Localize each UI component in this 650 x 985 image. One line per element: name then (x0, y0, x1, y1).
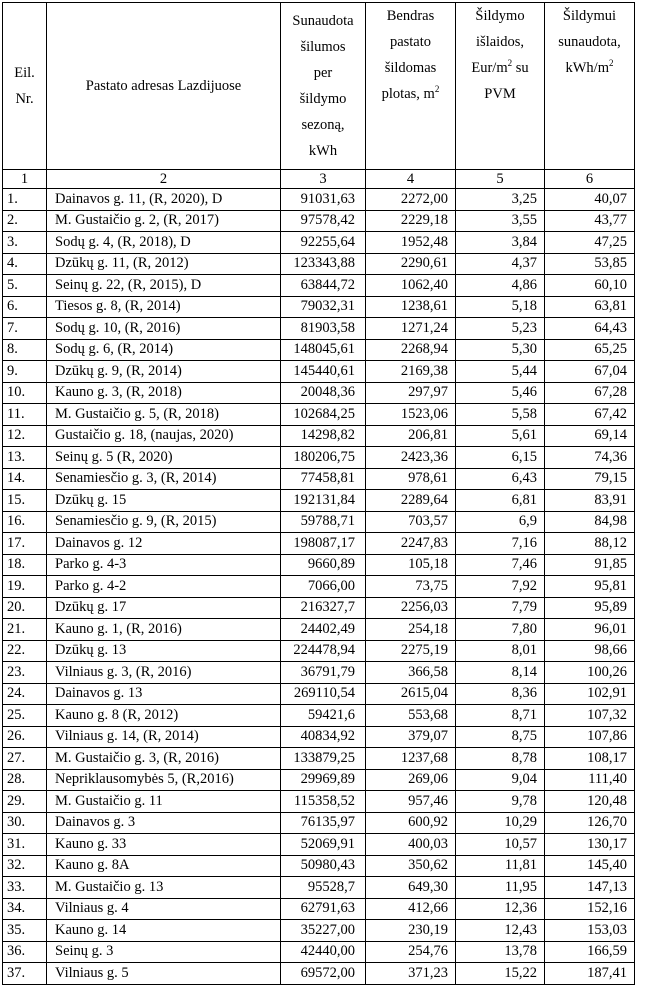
row-number-cell: 24. (3, 683, 47, 705)
consumption-per-m2-cell: 79,15 (545, 468, 635, 490)
column-number: 4 (366, 170, 456, 189)
row-number-cell: 13. (3, 447, 47, 469)
heated-area-cell: 1237,68 (366, 748, 456, 770)
address-cell: M. Gustaičio g. 2, (R, 2017) (47, 210, 281, 232)
row-number-cell: 21. (3, 619, 47, 641)
header-address: Pastato adresas Lazdijuose (47, 3, 281, 170)
consumption-per-m2-cell: 145,40 (545, 855, 635, 877)
table-row (3, 468, 635, 490)
header-row-number-line1: Eil. (14, 65, 35, 81)
heated-area-cell: 105,18 (366, 554, 456, 576)
heating-cost-cell: 4,86 (456, 275, 545, 297)
row-number-cell: 33. (3, 877, 47, 899)
address-cell: Kauno g. 1, (R, 2016) (47, 619, 281, 641)
consumption-per-m2-cell: 65,25 (545, 339, 635, 361)
consumption-per-m2-cell: 47,25 (545, 232, 635, 254)
heat-consumed-cell: 24402,49 (281, 619, 366, 641)
address-cell: M. Gustaičio g. 11 (47, 791, 281, 813)
table-row (3, 382, 635, 404)
heated-area-cell: 2268,94 (366, 339, 456, 361)
heated-area-cell: 649,30 (366, 877, 456, 899)
table-row (3, 404, 635, 426)
address-cell: M. Gustaičio g. 13 (47, 877, 281, 899)
heat-consumed-cell: 20048,36 (281, 382, 366, 404)
heating-cost-cell: 11,95 (456, 877, 545, 899)
heated-area-cell: 2615,04 (366, 683, 456, 705)
heating-cost-cell: 6,43 (456, 468, 545, 490)
header-row-number (3, 3, 47, 170)
heating-cost-cell: 7,92 (456, 576, 545, 598)
address-cell: Sodų g. 4, (R, 2018), D (47, 232, 281, 254)
heating-cost-cell: 10,29 (456, 812, 545, 834)
table-row (3, 855, 635, 877)
heating-cost-cell: 7,46 (456, 554, 545, 576)
consumption-per-m2-cell: 98,66 (545, 640, 635, 662)
consumption-per-m2-cell: 102,91 (545, 683, 635, 705)
address-cell: Dzūkų g. 13 (47, 640, 281, 662)
table-row (3, 769, 635, 791)
row-number-cell: 20. (3, 597, 47, 619)
row-number-cell: 35. (3, 920, 47, 942)
heating-cost-cell: 3,55 (456, 210, 545, 232)
table-row (3, 490, 635, 512)
heated-area-cell: 73,75 (366, 576, 456, 598)
heat-consumed-cell: 40834,92 (281, 726, 366, 748)
row-number-cell: 14. (3, 468, 47, 490)
heat-consumed-cell: 50980,43 (281, 855, 366, 877)
row-number-cell: 3. (3, 232, 47, 254)
consumption-per-m2-cell: 153,03 (545, 920, 635, 942)
heat-consumed-cell: 148045,61 (281, 339, 366, 361)
row-number-cell: 19. (3, 576, 47, 598)
heating-cost-cell: 5,23 (456, 318, 545, 340)
row-number-cell: 7. (3, 318, 47, 340)
heated-area-cell: 1523,06 (366, 404, 456, 426)
header-heat-line: šildymo (299, 91, 347, 107)
heated-area-cell: 254,76 (366, 941, 456, 963)
table-row (3, 898, 635, 920)
heating-cost-cell: 13,78 (456, 941, 545, 963)
consumption-per-m2-cell: 67,04 (545, 361, 635, 383)
header-cost-line: išlaidos, (476, 34, 524, 50)
consumption-per-m2-cell: 40,07 (545, 189, 635, 211)
table-row (3, 726, 635, 748)
table-row (3, 812, 635, 834)
address-cell: M. Gustaičio g. 3, (R, 2016) (47, 748, 281, 770)
heat-consumed-cell: 115358,52 (281, 791, 366, 813)
row-number-cell: 27. (3, 748, 47, 770)
header-area-line: Bendras (386, 8, 435, 24)
consumption-per-m2-cell: 53,85 (545, 253, 635, 275)
consumption-per-m2-cell: 100,26 (545, 662, 635, 684)
table-row (3, 189, 635, 211)
table-row (3, 318, 635, 340)
heat-consumed-cell: 59788,71 (281, 511, 366, 533)
address-cell: Vilniaus g. 4 (47, 898, 281, 920)
header-heated-area (366, 3, 456, 170)
header-consumption-line: sunaudota, (558, 34, 621, 50)
heated-area-cell: 1952,48 (366, 232, 456, 254)
row-number-cell: 22. (3, 640, 47, 662)
heat-consumed-cell: 52069,91 (281, 834, 366, 856)
address-cell: Dainavos g. 13 (47, 683, 281, 705)
address-cell: Seinų g. 22, (R, 2015), D (47, 275, 281, 297)
header-heat-line: per (313, 65, 333, 81)
heat-consumed-cell: 79032,31 (281, 296, 366, 318)
heating-cost-cell: 8,36 (456, 683, 545, 705)
heating-table (2, 2, 635, 985)
heat-consumed-cell: 35227,00 (281, 920, 366, 942)
header-cost-line: Eur/$m^2$ su (471, 58, 529, 76)
address-cell: Gustaičio g. 18, (naujas, 2020) (47, 425, 281, 447)
heat-consumed-cell: 36791,79 (281, 662, 366, 684)
header-consumption-per-m2 (545, 3, 635, 170)
consumption-per-m2-cell: 108,17 (545, 748, 635, 770)
address-cell: Dainavos g. 12 (47, 533, 281, 555)
table-row (3, 597, 635, 619)
heat-consumed-cell: 91031,63 (281, 189, 366, 211)
table-body (3, 189, 635, 985)
heated-area-cell: 978,61 (366, 468, 456, 490)
row-number-cell: 34. (3, 898, 47, 920)
row-number-cell: 8. (3, 339, 47, 361)
heated-area-cell: 230,19 (366, 920, 456, 942)
heated-area-cell: 2229,18 (366, 210, 456, 232)
consumption-per-m2-cell: 84,98 (545, 511, 635, 533)
row-number-cell: 30. (3, 812, 47, 834)
column-number: 5 (456, 170, 545, 189)
heated-area-cell: 2423,36 (366, 447, 456, 469)
address-cell: Vilniaus g. 5 (47, 963, 281, 985)
heating-cost-cell: 10,57 (456, 834, 545, 856)
address-cell: Kauno g. 33 (47, 834, 281, 856)
row-number-cell: 31. (3, 834, 47, 856)
row-number-cell: 28. (3, 769, 47, 791)
table-row (3, 619, 635, 641)
column-number: 2 (47, 170, 281, 189)
row-number-cell: 9. (3, 361, 47, 383)
heating-cost-cell: 5,18 (456, 296, 545, 318)
heating-cost-cell: 15,22 (456, 963, 545, 985)
heat-consumed-cell: 224478,94 (281, 640, 366, 662)
heated-area-cell: 1271,24 (366, 318, 456, 340)
table-row (3, 748, 635, 770)
table-row (3, 576, 635, 598)
consumption-per-m2-cell: 120,48 (545, 791, 635, 813)
heating-cost-cell: 5,58 (456, 404, 545, 426)
table-row (3, 920, 635, 942)
heated-area-cell: 379,07 (366, 726, 456, 748)
heat-consumed-cell: 192131,84 (281, 490, 366, 512)
heat-consumed-cell: 95528,7 (281, 877, 366, 899)
consumption-per-m2-cell: 63,81 (545, 296, 635, 318)
consumption-per-m2-cell: 107,32 (545, 705, 635, 727)
heating-cost-cell: 3,25 (456, 189, 545, 211)
table-row (3, 511, 635, 533)
consumption-per-m2-cell: 43,77 (545, 210, 635, 232)
heat-consumed-cell: 123343,88 (281, 253, 366, 275)
heat-consumed-cell: 59421,6 (281, 705, 366, 727)
row-number-cell: 36. (3, 941, 47, 963)
address-cell: Senamiesčio g. 3, (R, 2014) (47, 468, 281, 490)
column-number: 6 (545, 170, 635, 189)
heated-area-cell: 1238,61 (366, 296, 456, 318)
row-number-cell: 5. (3, 275, 47, 297)
heating-cost-cell: 11,81 (456, 855, 545, 877)
heat-consumed-cell: 77458,81 (281, 468, 366, 490)
heat-consumed-cell: 269110,54 (281, 683, 366, 705)
heat-consumed-cell: 81903,58 (281, 318, 366, 340)
consumption-per-m2-cell: 60,10 (545, 275, 635, 297)
consumption-per-m2-cell: 95,81 (545, 576, 635, 598)
heat-consumed-cell: 92255,64 (281, 232, 366, 254)
address-cell: Kauno g. 14 (47, 920, 281, 942)
heating-cost-cell: 7,79 (456, 597, 545, 619)
column-number: 3 (281, 170, 366, 189)
consumption-per-m2-cell: 83,91 (545, 490, 635, 512)
heat-consumed-cell: 14298,82 (281, 425, 366, 447)
heated-area-cell: 600,92 (366, 812, 456, 834)
consumption-per-m2-cell: 187,41 (545, 963, 635, 985)
heating-cost-cell: 9,04 (456, 769, 545, 791)
heating-cost-cell: 6,9 (456, 511, 545, 533)
heat-consumed-cell: 133879,25 (281, 748, 366, 770)
heated-area-cell: 703,57 (366, 511, 456, 533)
header-area-line: šildomas (384, 60, 437, 76)
row-number-cell: 29. (3, 791, 47, 813)
consumption-per-m2-cell: 69,14 (545, 425, 635, 447)
heated-area-cell: 297,97 (366, 382, 456, 404)
heating-cost-cell: 5,30 (456, 339, 545, 361)
heating-cost-cell: 9,78 (456, 791, 545, 813)
heating-cost-cell: 6,81 (456, 490, 545, 512)
heat-consumed-cell: 76135,97 (281, 812, 366, 834)
consumption-per-m2-cell: 130,17 (545, 834, 635, 856)
heating-cost-cell: 8,71 (456, 705, 545, 727)
heated-area-cell: 371,23 (366, 963, 456, 985)
heat-consumed-cell: 216327,7 (281, 597, 366, 619)
row-number-cell: 2. (3, 210, 47, 232)
header-heat-line: Sunaudota (292, 13, 354, 29)
row-number-cell: 37. (3, 963, 47, 985)
address-cell: Dzūkų g. 17 (47, 597, 281, 619)
consumption-per-m2-cell: 111,40 (545, 769, 635, 791)
heated-area-cell: 2247,83 (366, 533, 456, 555)
table-row (3, 253, 635, 275)
address-cell: Kauno g. 3, (R, 2018) (47, 382, 281, 404)
heat-consumed-cell: 42440,00 (281, 941, 366, 963)
address-cell: Sodų g. 10, (R, 2016) (47, 318, 281, 340)
heat-consumed-cell: 97578,42 (281, 210, 366, 232)
heated-area-cell: 400,03 (366, 834, 456, 856)
address-cell: Sodų g. 6, (R, 2014) (47, 339, 281, 361)
heat-consumed-cell: 145440,61 (281, 361, 366, 383)
header-area-line: pastato (389, 34, 432, 50)
row-number-cell: 17. (3, 533, 47, 555)
address-cell: Nepriklausomybės 5, (R,2016) (47, 769, 281, 791)
heated-area-cell: 2290,61 (366, 253, 456, 275)
consumption-per-m2-cell: 96,01 (545, 619, 635, 641)
address-cell: Dzūkų g. 9, (R, 2014) (47, 361, 281, 383)
header-consumption-line: kWh/$m^2$ (565, 58, 614, 76)
consumption-per-m2-cell: 67,42 (545, 404, 635, 426)
header-heat-line: sezoną, (301, 117, 345, 133)
table-row (3, 877, 635, 899)
header-area-line: plotas, $m^2$ (381, 84, 440, 102)
row-number-cell: 6. (3, 296, 47, 318)
address-cell: Vilniaus g. 14, (R, 2014) (47, 726, 281, 748)
heating-cost-cell: 8,78 (456, 748, 545, 770)
table-row (3, 210, 635, 232)
address-cell: M. Gustaičio g. 5, (R, 2018) (47, 404, 281, 426)
heating-cost-cell: 8,01 (456, 640, 545, 662)
row-number-cell: 18. (3, 554, 47, 576)
table-row (3, 533, 635, 555)
heated-area-cell: 2289,64 (366, 490, 456, 512)
consumption-per-m2-cell: 152,16 (545, 898, 635, 920)
header-heat-line: šilumos (300, 39, 346, 55)
heating-cost-cell: 8,14 (456, 662, 545, 684)
heated-area-cell: 254,18 (366, 619, 456, 641)
address-cell: Senamiesčio g. 9, (R, 2015) (47, 511, 281, 533)
heat-consumed-cell: 9660,89 (281, 554, 366, 576)
row-number-cell: 4. (3, 253, 47, 275)
consumption-per-m2-cell: 88,12 (545, 533, 635, 555)
consumption-per-m2-cell: 67,28 (545, 382, 635, 404)
heated-area-cell: 2256,03 (366, 597, 456, 619)
heat-consumed-cell: 102684,25 (281, 404, 366, 426)
table-row (3, 339, 635, 361)
heating-cost-cell: 7,16 (456, 533, 545, 555)
address-cell: Dzūkų g. 11, (R, 2012) (47, 253, 281, 275)
table-row (3, 683, 635, 705)
heating-cost-cell: 4,37 (456, 253, 545, 275)
table-row (3, 425, 635, 447)
consumption-per-m2-cell: 126,70 (545, 812, 635, 834)
heated-area-cell: 350,62 (366, 855, 456, 877)
consumption-per-m2-cell: 166,59 (545, 941, 635, 963)
consumption-per-m2-cell: 91,85 (545, 554, 635, 576)
heating-cost-cell: 12,43 (456, 920, 545, 942)
table-row (3, 296, 635, 318)
row-number-cell: 11. (3, 404, 47, 426)
heated-area-cell: 2169,38 (366, 361, 456, 383)
header-cost-line: PVM (484, 86, 516, 102)
heating-cost-cell: 5,44 (456, 361, 545, 383)
row-number-cell: 15. (3, 490, 47, 512)
address-cell: Seinų g. 5 (R, 2020) (47, 447, 281, 469)
table-row (3, 941, 635, 963)
heating-cost-cell: 6,15 (456, 447, 545, 469)
row-number-cell: 26. (3, 726, 47, 748)
heating-cost-cell: 3,84 (456, 232, 545, 254)
address-cell: Dainavos g. 3 (47, 812, 281, 834)
heat-consumed-cell: 63844,72 (281, 275, 366, 297)
address-cell: Parko g. 4-2 (47, 576, 281, 598)
heated-area-cell: 206,81 (366, 425, 456, 447)
heated-area-cell: 412,66 (366, 898, 456, 920)
table-row (3, 361, 635, 383)
heated-area-cell: 366,58 (366, 662, 456, 684)
heat-consumed-cell: 180206,75 (281, 447, 366, 469)
address-cell: Vilniaus g. 3, (R, 2016) (47, 662, 281, 684)
address-cell: Seinų g. 3 (47, 941, 281, 963)
row-number-cell: 16. (3, 511, 47, 533)
table-row (3, 963, 635, 985)
header-heat-line: kWh (308, 143, 338, 159)
table-row (3, 554, 635, 576)
heated-area-cell: 1062,40 (366, 275, 456, 297)
heating-cost-cell: 12,36 (456, 898, 545, 920)
row-number-cell: 12. (3, 425, 47, 447)
header-heating-cost (456, 3, 545, 170)
consumption-per-m2-cell: 64,43 (545, 318, 635, 340)
row-number-cell: 25. (3, 705, 47, 727)
table-row (3, 232, 635, 254)
table-row (3, 791, 635, 813)
heated-area-cell: 2275,19 (366, 640, 456, 662)
address-cell: Tiesos g. 8, (R, 2014) (47, 296, 281, 318)
heating-cost-cell: 5,61 (456, 425, 545, 447)
address-cell: Dainavos g. 11, (R, 2020), D (47, 189, 281, 211)
heated-area-cell: 2272,00 (366, 189, 456, 211)
row-number-cell: 23. (3, 662, 47, 684)
heating-cost-cell: 8,75 (456, 726, 545, 748)
table-row (3, 275, 635, 297)
header-heat-consumed (281, 3, 366, 170)
heated-area-cell: 957,46 (366, 791, 456, 813)
header-consumption-line: Šildymui (562, 8, 617, 24)
heat-consumed-cell: 69572,00 (281, 963, 366, 985)
table-row (3, 705, 635, 727)
table-row (3, 447, 635, 469)
table-row (3, 834, 635, 856)
table-header (3, 3, 635, 189)
heat-consumed-cell: 198087,17 (281, 533, 366, 555)
heating-cost-cell: 7,80 (456, 619, 545, 641)
heat-consumed-cell: 7066,00 (281, 576, 366, 598)
row-number-cell: 10. (3, 382, 47, 404)
row-number-cell: 1. (3, 189, 47, 211)
heating-cost-cell: 5,46 (456, 382, 545, 404)
heated-area-cell: 269,06 (366, 769, 456, 791)
consumption-per-m2-cell: 107,86 (545, 726, 635, 748)
address-cell: Parko g. 4-3 (47, 554, 281, 576)
row-number-cell: 32. (3, 855, 47, 877)
header-row-number-line2: Nr. (15, 91, 34, 107)
header-cost-line: Šildymo (475, 8, 525, 24)
table-row (3, 640, 635, 662)
heat-consumed-cell: 29969,89 (281, 769, 366, 791)
address-cell: Dzūkų g. 15 (47, 490, 281, 512)
heat-consumed-cell: 62791,63 (281, 898, 366, 920)
consumption-per-m2-cell: 147,13 (545, 877, 635, 899)
address-cell: Kauno g. 8A (47, 855, 281, 877)
address-cell: Kauno g. 8 (R, 2012) (47, 705, 281, 727)
column-number: 1 (3, 170, 47, 189)
consumption-per-m2-cell: 95,89 (545, 597, 635, 619)
table-row (3, 662, 635, 684)
heated-area-cell: 553,68 (366, 705, 456, 727)
column-number-row (3, 170, 635, 189)
consumption-per-m2-cell: 74,36 (545, 447, 635, 469)
